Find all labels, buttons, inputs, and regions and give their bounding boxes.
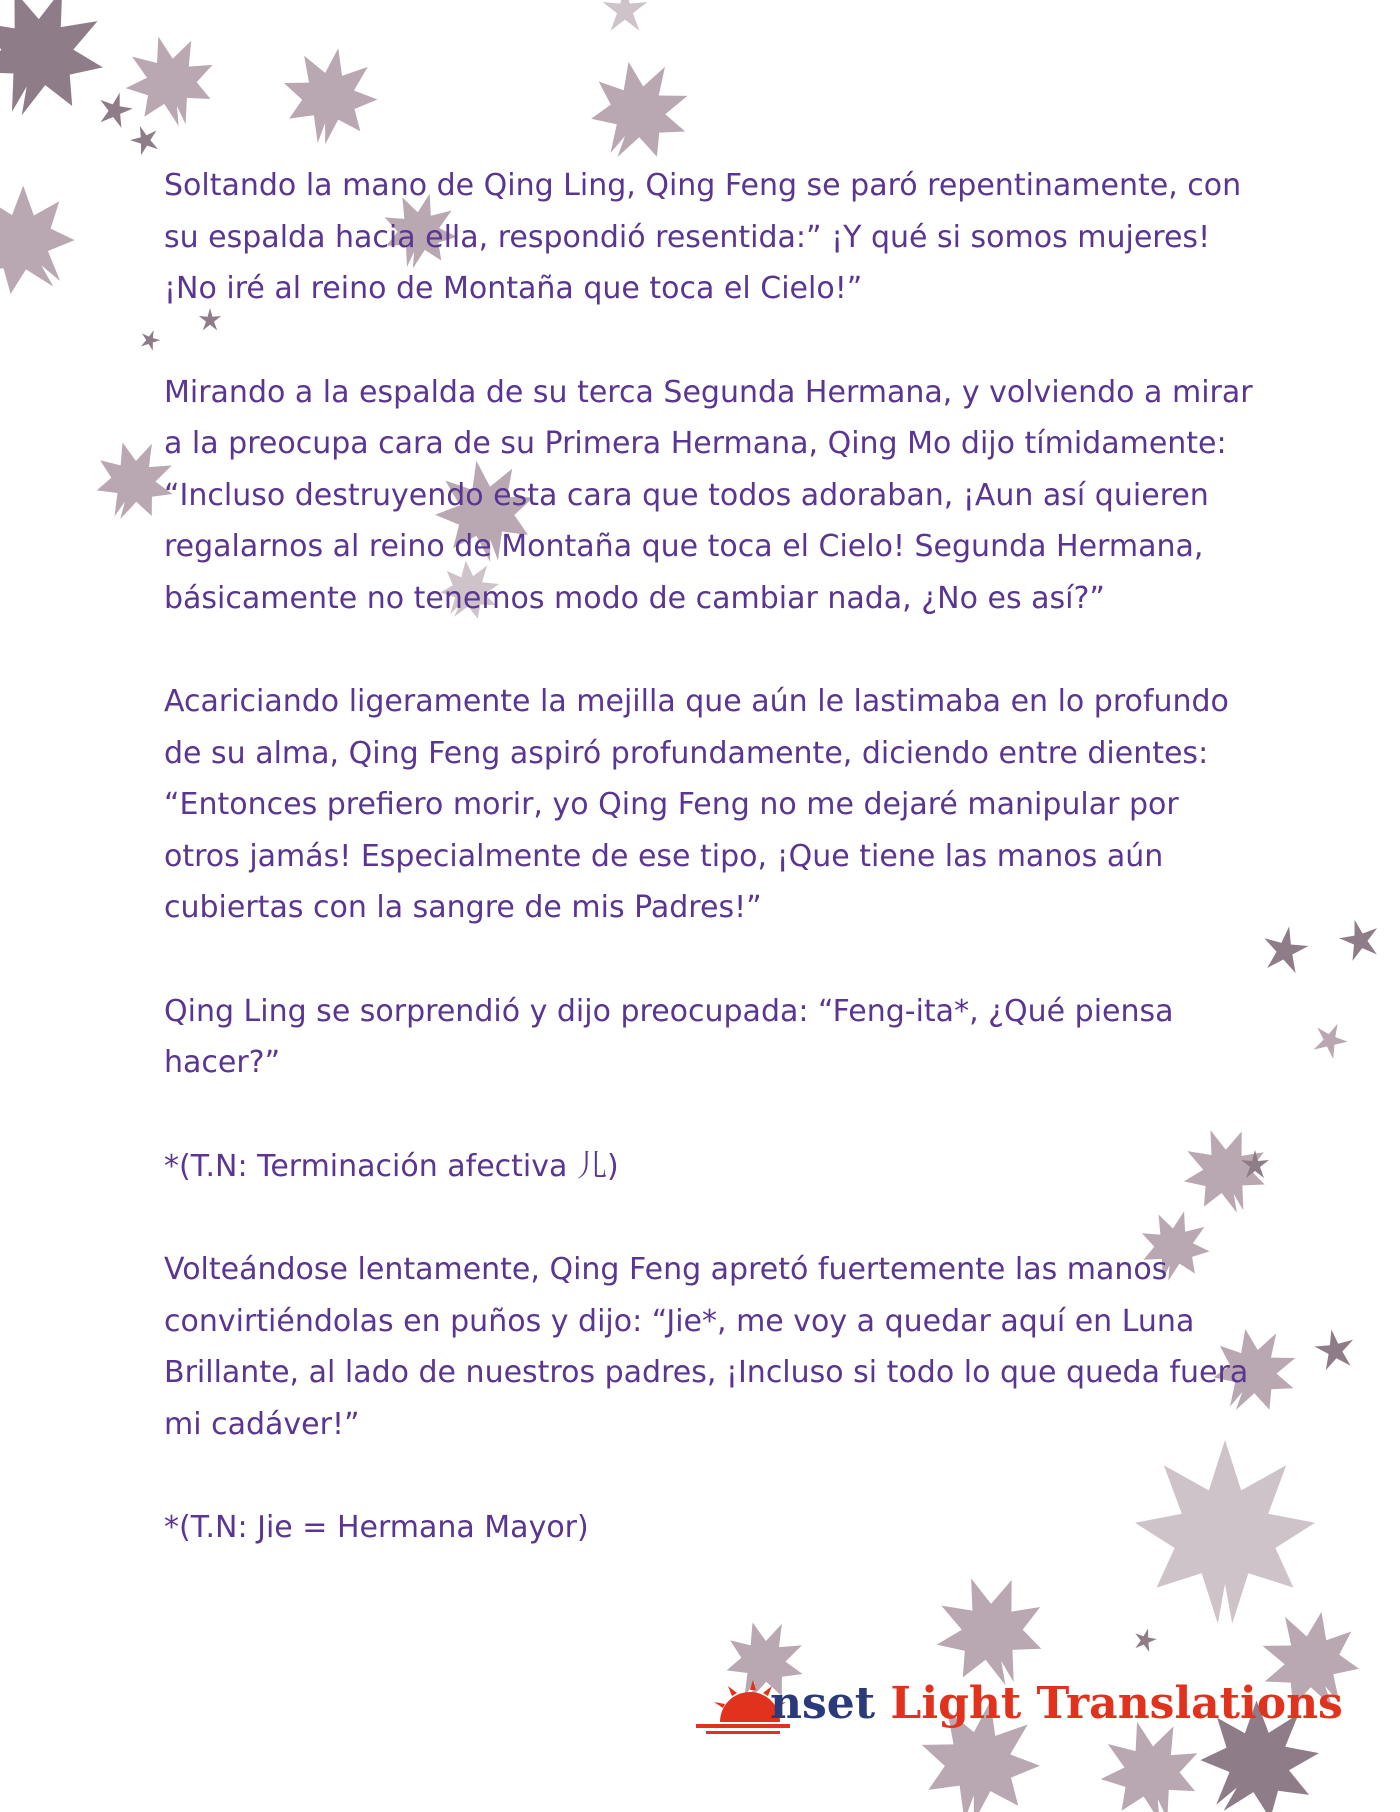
paragraph-4: Qing Ling se sorprendió y dijo preocupada: “Feng-ita*, ¿Qué piensa hacer?” bbox=[164, 993, 1174, 1080]
logo-text-part2: Light Translations bbox=[875, 1678, 1343, 1729]
logo-text-part1: nset bbox=[770, 1678, 876, 1729]
paragraph-3: Acariciando ligeramente la mejilla que aún le lastimaba en lo profundo de su alma, Qing Feng aspiró profundamente, diciendo entre dientes: “Entonces prefiero morir, yo Qing Feng no me dejaré manipular por otros jamás! Especialmente de ese tipo, ¡Que tiene las manos aún cubiertas con la sangre de mis Padres!” bbox=[164, 684, 1229, 925]
site-logo bbox=[690, 1672, 1343, 1742]
paragraph-1: Soltando la mano de Qing Ling, Qing Feng se paró repentinamente, con su espalda hacia ella, respondió resentida:” ¡Y qué si somos mujeres! ¡No iré al reino de Montaña que toca el Cielo!” bbox=[164, 168, 1242, 306]
paragraph-5: Volteándose lentamente, Qing Feng apretó fuertemente las manos convirtiéndolas en puños y dijo: “Jie*, me voy a quedar aquí en Luna Brillante, al lado de nuestros padres, ¡Incluso si todo lo que queda fuera mi cadáver!” bbox=[164, 1252, 1249, 1442]
paragraph-2: Mirando a la espalda de su terca Segunda Hermana, y volviendo a mirar a la preocupa cara de su Primera Hermana, Qing Mo dijo tímidamente: “Incluso destruyendo esta cara que todos adoraban, ¡Aun así quieren regalarnos al reino de Montaña que toca el Cielo! Segunda Hermana, básicamente no tenemos modo de cambiar nada, ¿No es así?” bbox=[164, 374, 1253, 616]
logo-text bbox=[770, 1674, 1343, 1734]
document-body bbox=[164, 160, 1274, 1606]
translator-note-2: *(T.N: Jie = Hermana Mayor) bbox=[164, 1510, 589, 1545]
translator-note-1: *(T.N: Terminación afectiva 儿) bbox=[164, 1148, 619, 1184]
